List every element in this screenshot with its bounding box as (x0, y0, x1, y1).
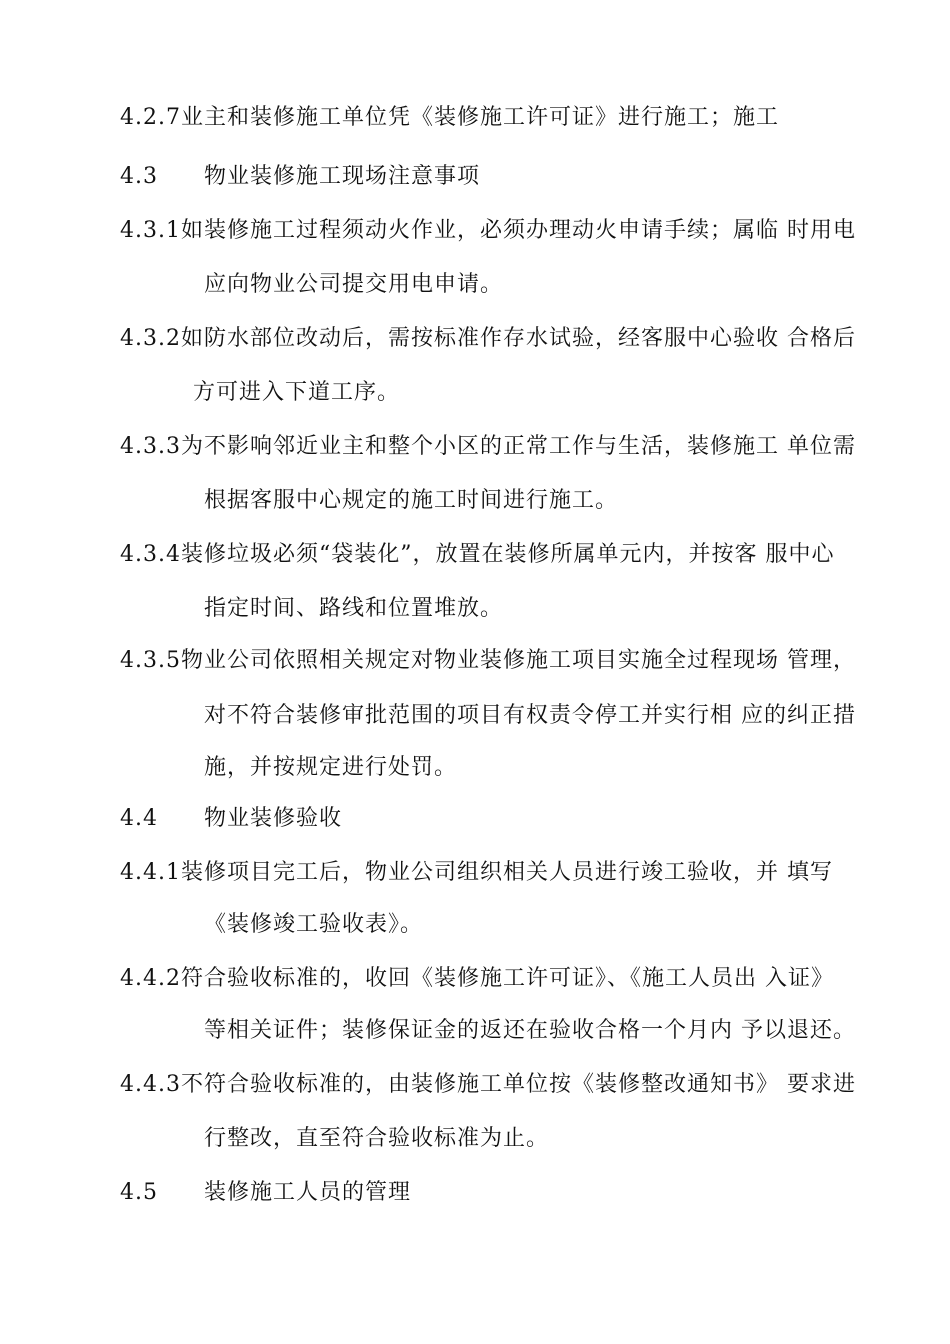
clause-4-3-1 (120, 216, 856, 246)
section-number: 4.3 (120, 164, 158, 189)
clause-number: 4.4.1 (120, 860, 181, 885)
clause-number: 4.3.3 (120, 434, 181, 459)
clause-text: 物业公司依照相关规定对物业装修施工项目实施全过程现场 管理， (180, 648, 856, 673)
clause-text: 对不符合装修审批范围的项目有权责令停工并实行相 应的纠正措 (204, 703, 856, 728)
clause-text: 等相关证件；装修保证金的返还在验收合格一个月内 予以退还。 (204, 1018, 856, 1043)
clause-text: 不符合验收标准的，由装修施工单位按《装修整改通知书》 要求进 (180, 1072, 856, 1097)
section-title: 物业装修验收 (204, 806, 343, 831)
clause-number: 4.3.4 (120, 542, 181, 567)
section-title: 物业装修施工现场注意事项 (204, 164, 481, 189)
clause-continuation (204, 594, 503, 624)
clause-text: 装修垃圾必须“袋装化”，放置在装修所属单元内，并按客 服中心 (180, 542, 835, 567)
clause-text: 业主和装修施工单位凭《装修施工许可证》进行施工；施工 (180, 105, 779, 130)
clause-4-3-4 (120, 540, 834, 570)
clause-text: 如装修施工过程须动火作业，必须办理动火申请手续；属临 时用电 (180, 218, 856, 243)
clause-continuation (204, 486, 618, 516)
clause-text: 指定时间、路线和位置堆放。 (204, 596, 504, 621)
clause-text: 根据客服中心规定的施工时间进行施工。 (204, 488, 619, 513)
clause-text: 《装修竣工验收表》。 (204, 912, 424, 937)
clause-4-4-1 (120, 858, 833, 888)
clause-number: 4.2.7 (120, 105, 181, 130)
clause-text: 方可进入下道工序。 (193, 380, 401, 405)
clause-text: 为不影响邻近业主和整个小区的正常工作与生活，装修施工 单位需 (180, 434, 856, 459)
clause-number: 4.4.2 (120, 966, 181, 991)
section-number: 4.5 (120, 1180, 158, 1205)
clause-continuation (204, 701, 856, 731)
clause-4-3-5 (120, 646, 856, 676)
section-title: 装修施工人员的管理 (204, 1180, 412, 1205)
clause-text: 符合验收标准的，收回《装修施工许可证》、《施工人员出 入证》 (180, 966, 834, 991)
section-heading-4-5 (120, 1178, 411, 1208)
clause-continuation (204, 1016, 856, 1046)
clause-text: 行整改，直至符合验收标准为止。 (204, 1126, 550, 1151)
clause-4-2-7 (120, 103, 779, 133)
clause-continuation (204, 753, 457, 783)
clause-number: 4.3.1 (120, 218, 181, 243)
section-heading-4-4 (120, 804, 342, 834)
clause-4-4-3 (120, 1070, 856, 1100)
clause-continuation (204, 910, 423, 940)
clause-text: 装修项目完工后，物业公司组织相关人员进行竣工验收，并 填写 (180, 860, 833, 885)
clause-continuation (204, 1124, 549, 1154)
clause-text: 如防水部位改动后，需按标准作存水试验，经客服中心验收 合格后 (180, 326, 856, 351)
clause-number: 4.4.3 (120, 1072, 181, 1097)
clause-number: 4.3.2 (120, 326, 181, 351)
clause-continuation (193, 378, 400, 408)
clause-4-4-2 (120, 964, 834, 994)
section-number: 4.4 (120, 806, 158, 831)
clause-continuation (204, 270, 503, 300)
clause-text: 施，并按规定进行处罚。 (204, 755, 458, 780)
section-heading-4-3 (120, 162, 480, 192)
clause-4-3-2 (120, 324, 856, 354)
clause-text: 应向物业公司提交用电申请。 (204, 272, 504, 297)
clause-4-3-3 (120, 432, 856, 462)
clause-number: 4.3.5 (120, 648, 181, 673)
